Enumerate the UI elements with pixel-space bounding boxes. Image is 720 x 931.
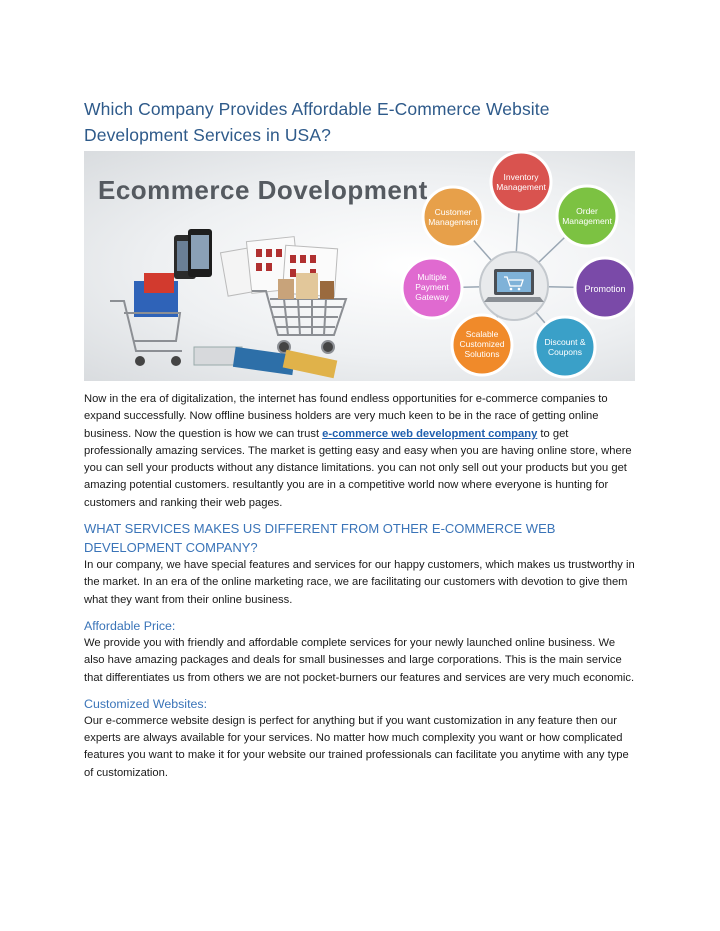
node-label: Management [496, 182, 546, 192]
node-order-management [557, 186, 617, 246]
node-promotion [575, 258, 635, 318]
node-label: Management [562, 216, 612, 226]
laptop-cart-icon [480, 252, 548, 320]
node-multiple-payment-gateway [402, 258, 462, 318]
customized-websites-heading: Customized Websites: [84, 696, 208, 711]
node-label: Discount & [544, 337, 586, 347]
node-scalable-customized-solutions [452, 315, 512, 375]
small-cart-icon [110, 273, 182, 366]
node-label: Customized [459, 339, 505, 349]
node-label: Inventory [503, 172, 539, 182]
ecommerce-company-link[interactable]: e-commerce web development company [322, 427, 538, 440]
node-label: Payment [415, 282, 449, 292]
node-label: Management [428, 217, 478, 227]
node-discount-coupons [535, 317, 595, 377]
intro-text-continued: to get professionally amazing services. The market is getting easy and easy when you are having online store, where you can sell your products without any distance limitations. you can not only sell out your products but you get amazing potential customers. resultantly you are in a competitive world now where everyone is hunting for customers and ranking their web pages. [84, 427, 632, 509]
node-label: Solutions [464, 349, 500, 359]
section-heading: WHAT SERVICES MAKES US DIFFERENT FROM OTHER E-COMMERCE WEB DEVELOPMENT COMPANY? [84, 521, 556, 556]
node-inventory-management [491, 152, 551, 212]
node-customer-management [423, 187, 483, 247]
node-label: Customer [434, 207, 472, 217]
node-label: Order [576, 206, 598, 216]
document-content [84, 96, 636, 782]
credit-cards-icon [194, 347, 337, 378]
phones-icon [174, 229, 212, 279]
page-title: Which Company Provides Affordable E-Commerce Website Development Services in USA? [84, 99, 550, 145]
node-label: Promotion [584, 284, 626, 294]
hero-heading: Ecommerce Dovelopment [98, 175, 428, 205]
section-paragraph: In our company, we have special features and services for our happy customers, which makes us trustworthy in the market. In an era of the online marketing race, we are facilitating our customers with devotion to give them what they want from their online business. [84, 559, 635, 606]
affordable-price-paragraph: We provide you with friendly and affordable complete services for your newly launched online business. We also have amazing packages and deals for small businesses and large corporations. This is the main service that differentiates us from others we are not pocket-burners our features and services are very much economic. [84, 636, 635, 684]
intro-text: Now in the era of digitalization, the internet has found endless opportunities for e-commerce companies to expand successfully. Now offline business holders are very much keen to be in the race of getting online business. Now the question is how we can trust [84, 393, 608, 440]
hero-image [84, 151, 635, 381]
affordable-price-heading: Affordable Price: [84, 618, 176, 633]
node-label: Gateway [415, 292, 449, 302]
intro-paragraph [84, 391, 636, 512]
node-label: Scalable [465, 329, 499, 339]
shopping-cart-icon [252, 291, 346, 353]
hero-illustration [84, 151, 635, 381]
node-label: Multiple [417, 272, 447, 282]
customized-websites-paragraph: Our e-commerce website design is perfect for anything but if you want customization in any feature then our experts are always available for your services. No matter how much complexity you want or how complicated features you want to make it for your website our trained professionals can facilitate you anytime with any type of customization. [84, 714, 629, 779]
node-label: Coupons [547, 347, 583, 357]
